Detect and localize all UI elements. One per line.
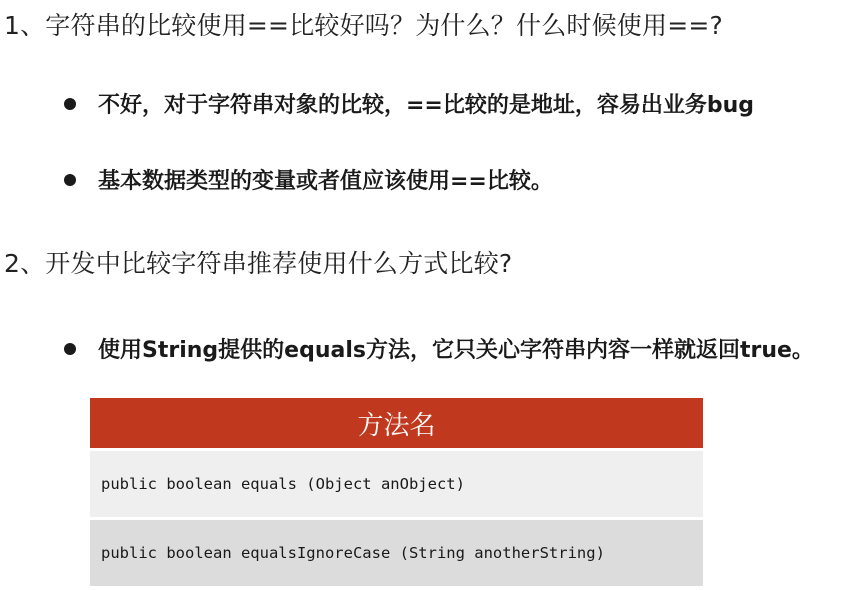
table-row: public boolean equals (Object anObject)	[90, 448, 703, 517]
question-2: 2、开发中比较字符串推荐使用什么方式比较?	[4, 249, 513, 278]
answer-bullet-1	[64, 88, 754, 119]
answer-text-2: 基本数据类型的变量或者值应该使用==比较。	[98, 169, 553, 194]
table-header: 方法名	[90, 398, 703, 448]
answer-text-3: 使用String提供的equals方法，它只关心字符串内容一样就返回true。	[98, 338, 814, 363]
answer-text-1: 不好，对于字符串对象的比较，==比较的是地址，容易出业务bug	[98, 93, 755, 118]
methods-table	[90, 398, 703, 586]
table-row: public boolean equalsIgnoreCase (String anotherString)	[90, 517, 703, 586]
question-1: 1、字符串的比较使用==比较好吗？为什么？什么时候使用==?	[4, 11, 723, 40]
answer-bullet-2	[64, 164, 553, 195]
bullet-dot-icon	[64, 343, 76, 355]
bullet-dot-icon	[64, 174, 76, 186]
answer-bullet-3	[64, 333, 814, 364]
bullet-dot-icon	[64, 98, 76, 110]
